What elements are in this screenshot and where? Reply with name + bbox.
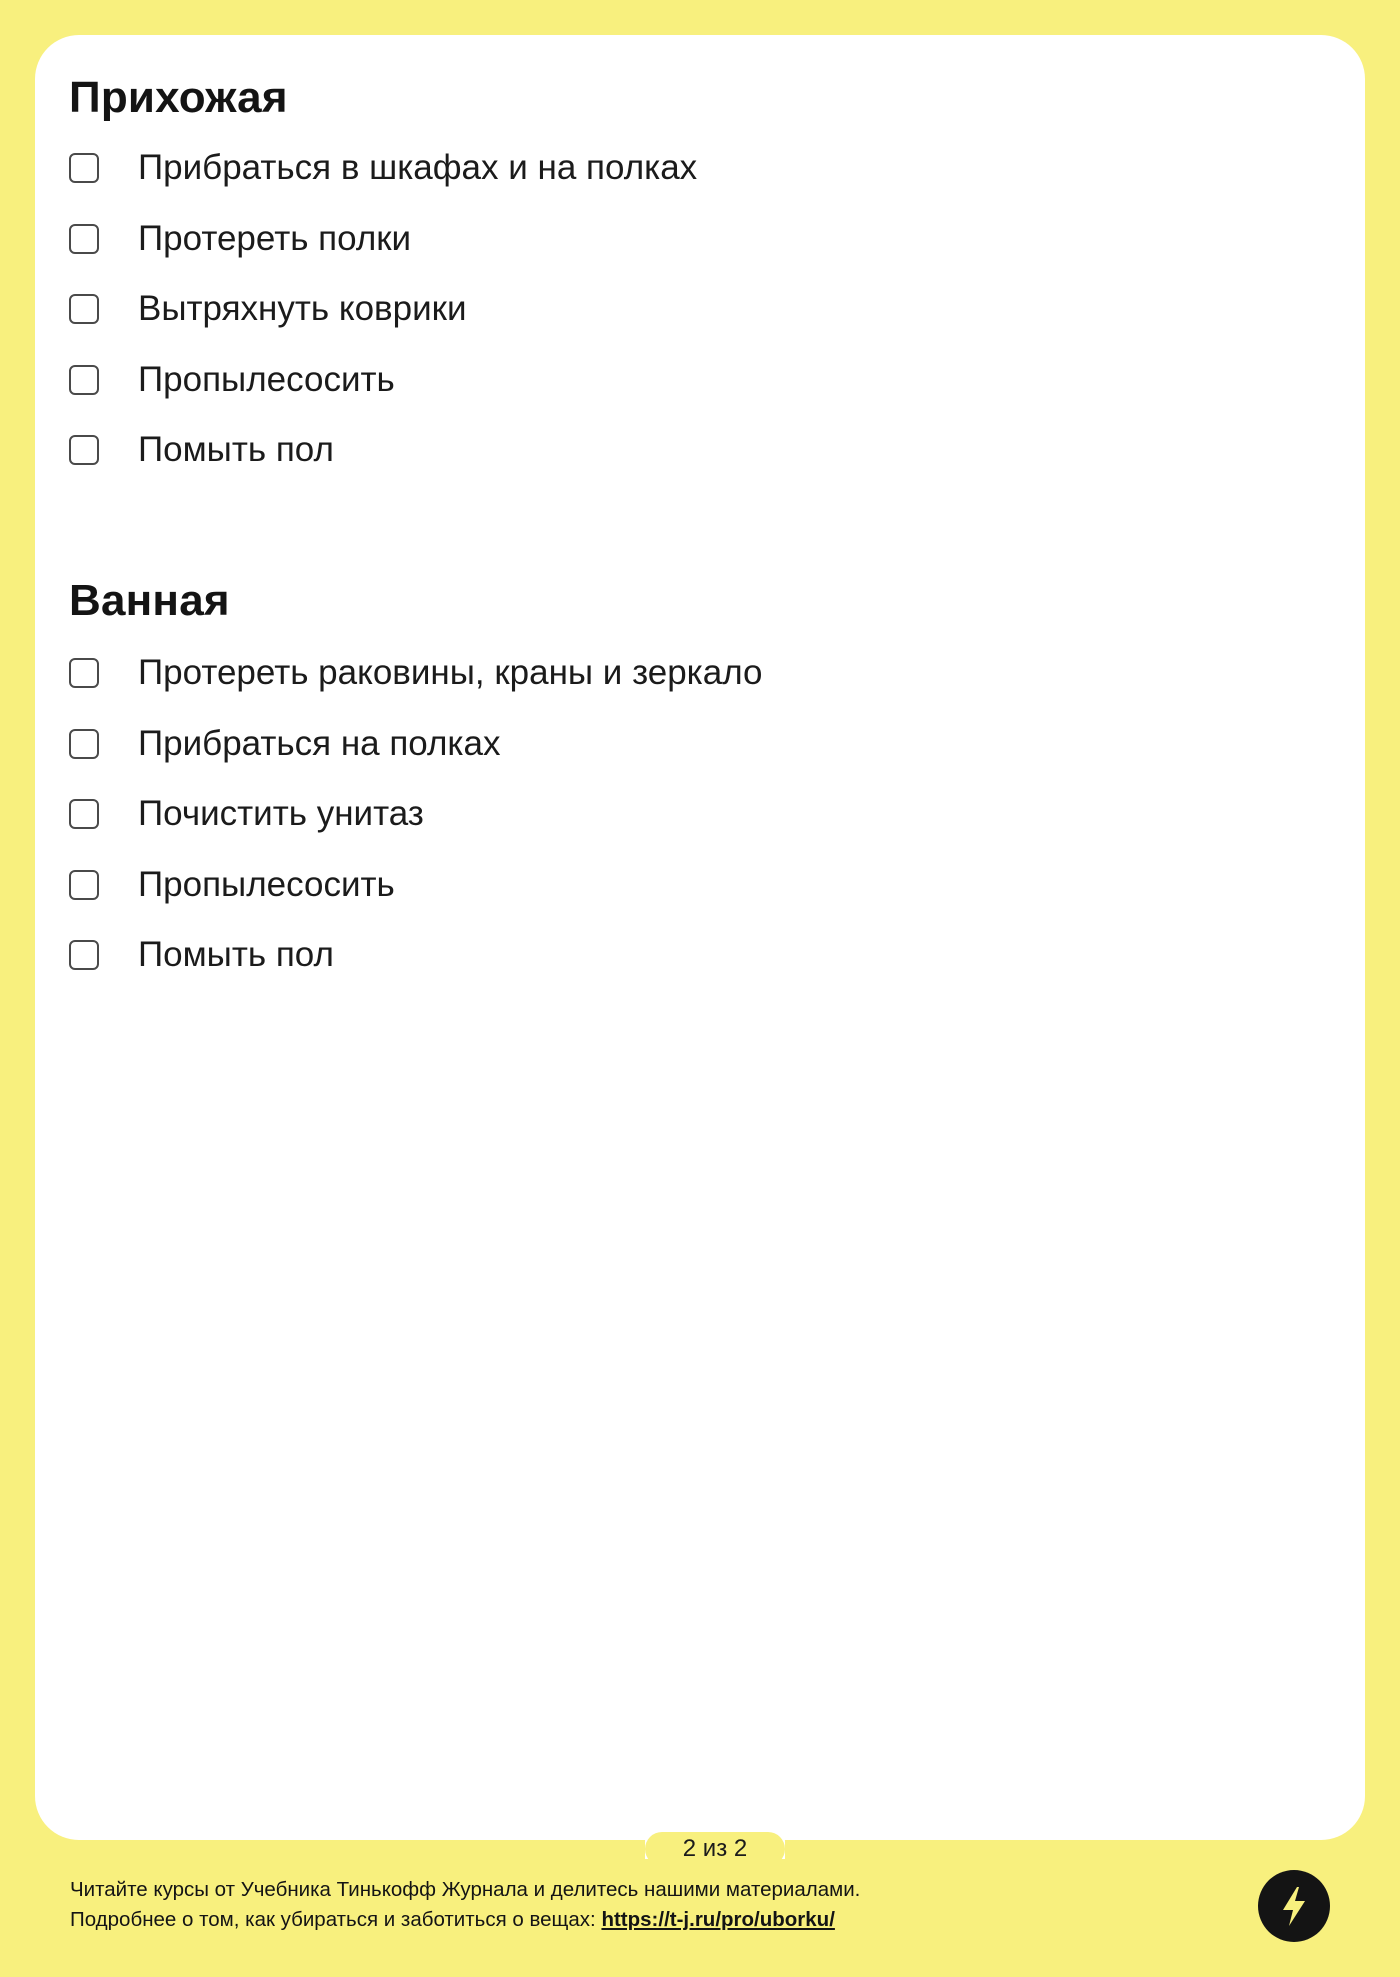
- checklist-item-label: Вытряхнуть коврики: [138, 289, 467, 328]
- checkbox[interactable]: [69, 940, 99, 970]
- checklist-item[interactable]: [69, 430, 334, 470]
- checklist-item-label: Почистить унитаз: [138, 794, 424, 833]
- checklist-item-label: Пропылесосить: [138, 360, 395, 399]
- checklist-item[interactable]: [69, 148, 697, 188]
- checkbox[interactable]: [69, 870, 99, 900]
- checklist-item[interactable]: [69, 724, 500, 764]
- checkbox[interactable]: [69, 729, 99, 759]
- section-title: Ванная: [69, 576, 230, 625]
- checklist-item-label: Помыть пол: [138, 430, 334, 469]
- page-indicator: 2 из 2: [645, 1832, 785, 1866]
- checklist-item[interactable]: [69, 360, 395, 400]
- checkbox[interactable]: [69, 658, 99, 688]
- checklist-item[interactable]: [69, 865, 395, 905]
- footer: [70, 1875, 860, 1935]
- footer-line-courses: Читайте курсы от Учебника Тинькофф Журнала и делитесь нашими материалами.: [70, 1878, 861, 1901]
- checklist-item[interactable]: [69, 653, 763, 693]
- section-bathroom: [69, 575, 763, 974]
- section-hallway: [69, 72, 698, 469]
- checklist-item-label: Помыть пол: [138, 935, 334, 974]
- checkbox[interactable]: [69, 153, 99, 183]
- checklist-item[interactable]: [69, 219, 411, 259]
- checklist-item-label: Протереть полки: [138, 219, 412, 258]
- logo: [1258, 1870, 1330, 1942]
- checklist-item-label: Прибраться на полках: [138, 724, 501, 763]
- checkbox[interactable]: [69, 435, 99, 465]
- checklist-item-label: Прибраться в шкафах и на полках: [138, 148, 698, 187]
- checklist-item[interactable]: [69, 935, 334, 975]
- checklist-item[interactable]: [69, 289, 467, 329]
- footer-more-text: Подробнее о том, как убираться и заботиться о вещах:: [70, 1908, 602, 1931]
- lightning-icon: [1258, 1870, 1330, 1942]
- checklist-item[interactable]: [69, 794, 424, 834]
- checkbox[interactable]: [69, 799, 99, 829]
- checklist-item-label: Протереть раковины, краны и зеркало: [138, 653, 763, 692]
- checklist-item-label: Пропылесосить: [138, 865, 395, 904]
- footer-link[interactable]: https://t-j.ru/pro/uborku/: [601, 1908, 835, 1931]
- checkbox[interactable]: [69, 294, 99, 324]
- checkbox[interactable]: [69, 365, 99, 395]
- section-title: Прихожая: [69, 73, 288, 122]
- checkbox[interactable]: [69, 224, 99, 254]
- checklist-card: [35, 35, 1365, 1840]
- footer-line-more: [70, 1905, 860, 1935]
